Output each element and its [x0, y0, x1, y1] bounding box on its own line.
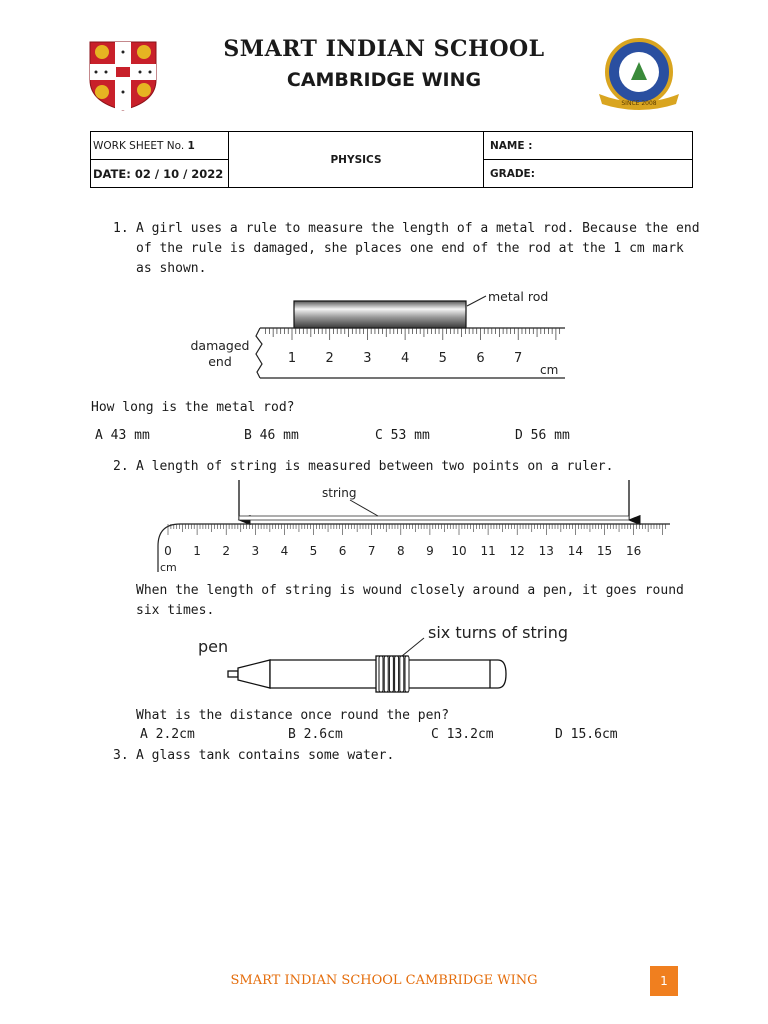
q1-text-line3: as shown.	[136, 261, 207, 276]
ruler-tick-label: 5	[438, 351, 447, 366]
ruler-tick-label: 7	[514, 351, 523, 366]
q1-text-line2: of the rule is damaged, she places one end of the rod at the 1 cm mark	[136, 241, 684, 256]
q2-number: 2.	[113, 459, 129, 474]
q2-option-d: D 15.6cm	[555, 727, 618, 742]
since-text: SINCE 2008	[621, 100, 657, 107]
string-ruler-figure	[150, 476, 680, 576]
q1-option-a: A 43 mm	[95, 428, 150, 443]
date-value: 02 / 10 / 2022	[134, 166, 224, 181]
q1-text-line1: A girl uses a rule to measure the length of a metal rod. Because the end	[136, 221, 700, 236]
q2-option-c: C 13.2cm	[431, 727, 494, 742]
ruler-tick-label: 9	[426, 544, 434, 558]
q3-text: A glass tank contains some water.	[136, 748, 395, 763]
ruler-tick-label: 5	[309, 544, 318, 558]
ruler	[256, 328, 565, 378]
q1-question: How long is the metal rod?	[91, 400, 295, 415]
footer-text: SMART INDIAN SCHOOL CAMBRIDGE WING	[230, 973, 538, 988]
string	[239, 516, 629, 520]
damaged-label: damaged	[190, 338, 250, 353]
worksheet-number-cell	[91, 132, 229, 160]
subject: PHYSICS	[330, 153, 382, 166]
q3-number: 3.	[113, 748, 129, 763]
school-emblem-logo	[594, 36, 684, 112]
string-turn	[400, 656, 404, 692]
q2-unit-label: cm	[160, 561, 177, 574]
q1-number: 1.	[113, 221, 129, 236]
q2-option-b: B 2.6cm	[288, 727, 343, 742]
ruler-tick-label: 2	[222, 544, 231, 558]
q1-option-b: B 46 mm	[244, 428, 299, 443]
name-label: NAME :	[490, 139, 533, 152]
turns-label: six turns of string	[428, 623, 569, 642]
worksheet-header-table	[90, 131, 693, 188]
q2-text2-line2: six times.	[136, 603, 215, 618]
ruler-tick-label: 6	[338, 544, 347, 558]
date-cell	[91, 160, 229, 188]
worksheet-label: WORK SHEET No.	[93, 139, 185, 152]
metal-rod	[294, 301, 466, 328]
string-turn	[379, 656, 383, 692]
ruler-tick-label: 16	[625, 544, 642, 558]
subject-cell	[229, 132, 484, 188]
rod-label: metal rod	[488, 289, 549, 304]
ruler-tick-label: 14	[567, 544, 584, 558]
page-number: 1	[650, 966, 678, 996]
ruler-tick-label: 2	[325, 351, 334, 366]
grade-label: GRADE:	[490, 167, 535, 180]
ruler-tick-label: 1	[193, 544, 201, 558]
q2-option-a: A 2.2cm	[140, 727, 195, 742]
grade-cell	[484, 160, 693, 188]
string-turn	[384, 656, 388, 692]
ruler-2	[158, 524, 670, 572]
ruler-tick-label: 0	[164, 544, 172, 558]
name-cell	[484, 132, 693, 160]
pen-label: pen	[198, 637, 229, 656]
metal-rod-ruler-figure	[180, 284, 570, 384]
string-turn	[405, 656, 409, 692]
ruler-tick-label: 12	[509, 544, 525, 558]
pen	[228, 656, 506, 692]
ruler-tick-label: 7	[367, 544, 376, 558]
ruler-tick-label: 8	[396, 544, 405, 558]
school-name: SMART INDIAN SCHOOL	[223, 36, 545, 62]
q1-option-c: C 53 mm	[375, 428, 430, 443]
pen-figure	[190, 620, 570, 700]
end-label: end	[208, 354, 232, 369]
ruler-tick-label: 13	[538, 544, 554, 558]
q2-text2-line1: When the length of string is wound closely around a pen, it goes round	[136, 583, 684, 598]
string-turn	[395, 656, 399, 692]
ruler-tick-label: 3	[251, 544, 260, 558]
ruler-tick-label: 10	[451, 544, 467, 558]
q2-question: What is the distance once round the pen?	[136, 708, 450, 723]
ruler-tick-label: 3	[363, 351, 372, 366]
q1-unit-label: cm	[540, 363, 559, 377]
ruler-tick-label: 11	[480, 544, 496, 558]
ruler-tick-label: 4	[400, 351, 410, 366]
date-label: DATE:	[93, 166, 131, 181]
wing-name: CAMBRIDGE WING	[286, 69, 482, 91]
worksheet-number: 1	[187, 139, 195, 152]
q1-option-d: D 56 mm	[515, 428, 570, 443]
string-turn	[389, 656, 393, 692]
ruler-tick-label: 1	[287, 351, 297, 366]
ruler-tick-label: 15	[596, 544, 613, 558]
ruler-tick-label: 4	[280, 544, 289, 558]
ruler-tick-label: 6	[476, 351, 485, 366]
string-label: string	[322, 486, 357, 500]
q2-text: A length of string is measured between two points on a ruler.	[136, 459, 614, 474]
